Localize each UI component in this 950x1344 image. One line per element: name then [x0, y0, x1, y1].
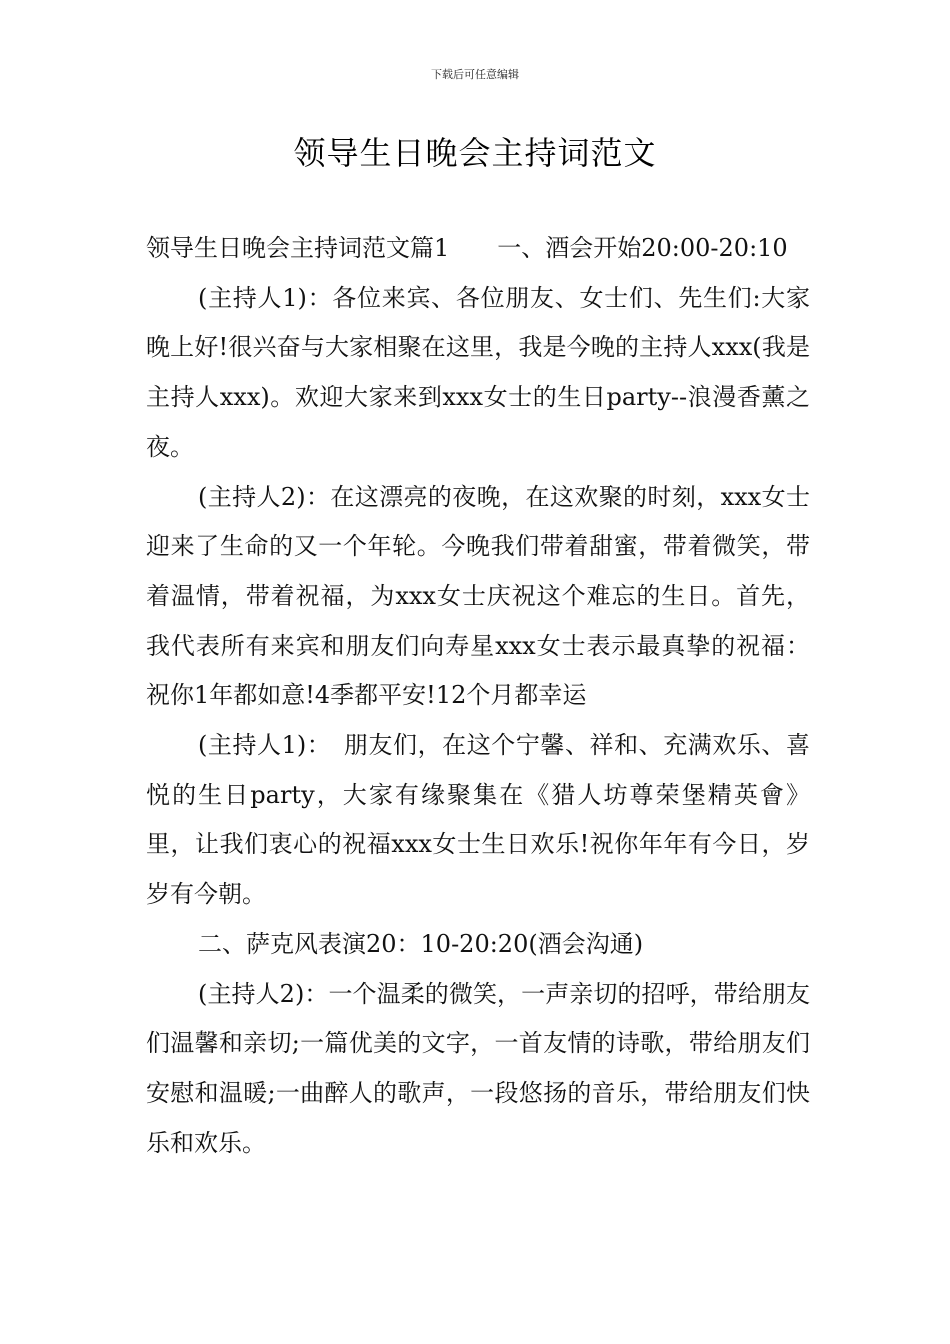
header-note: 下载后可任意编辑	[431, 68, 519, 81]
paragraph-host2-blessing: (主持人2)：在这漂亮的夜晚，在这欢聚的时刻，xxx女士迎来了生命的又一个年轮。今晚我们带着甜蜜，带着微笑，带着温情，带着祝福，为xxx女士庆祝这个难忘的生日。首先，我代表所有来宾和朋友们向寿星xxx女士表示最真挚的祝福：祝你1年都如意!4季都平安!12个月都幸运	[146, 482, 810, 710]
paragraph-host2-smile: (主持人2)：一个温柔的微笑，一声亲切的招呼，带给朋友们温馨和亲切;一篇优美的文字，一首友情的诗歌，带给朋友们安慰和温暖;一曲醉人的歌声，一段悠扬的音乐，带给朋友们快乐和欢乐。	[146, 979, 810, 1157]
paragraph-host1-friends: (主持人1)： 朋友们，在这个宁馨、祥和、充满欢乐、喜悦的生日party，大家有缘聚集在《猎人坊尊荣堡精英會》里，让我们衷心的祝福xxx女士生日欢乐!祝你年年有今日，岁岁有今朝。	[146, 731, 810, 909]
document-body	[146, 224, 810, 1168]
document-title: 领导生日晚会主持词范文	[293, 134, 657, 172]
paragraph-host1-welcome: (主持人1)：各位来宾、各位朋友、女士们、先生们:大家晚上好!很兴奋与大家相聚在这里，我是今晚的主持人xxx(我是主持人xxx)。欢迎大家来到xxx女士的生日party--浪漫香薰之夜。	[146, 283, 810, 461]
paragraph-intro: 领导生日晚会主持词范文篇1 一、酒会开始20:00-20:10	[146, 234, 788, 262]
section-heading-sax: 二、萨克风表演20：10-20:20(酒会沟通)	[198, 929, 644, 958]
